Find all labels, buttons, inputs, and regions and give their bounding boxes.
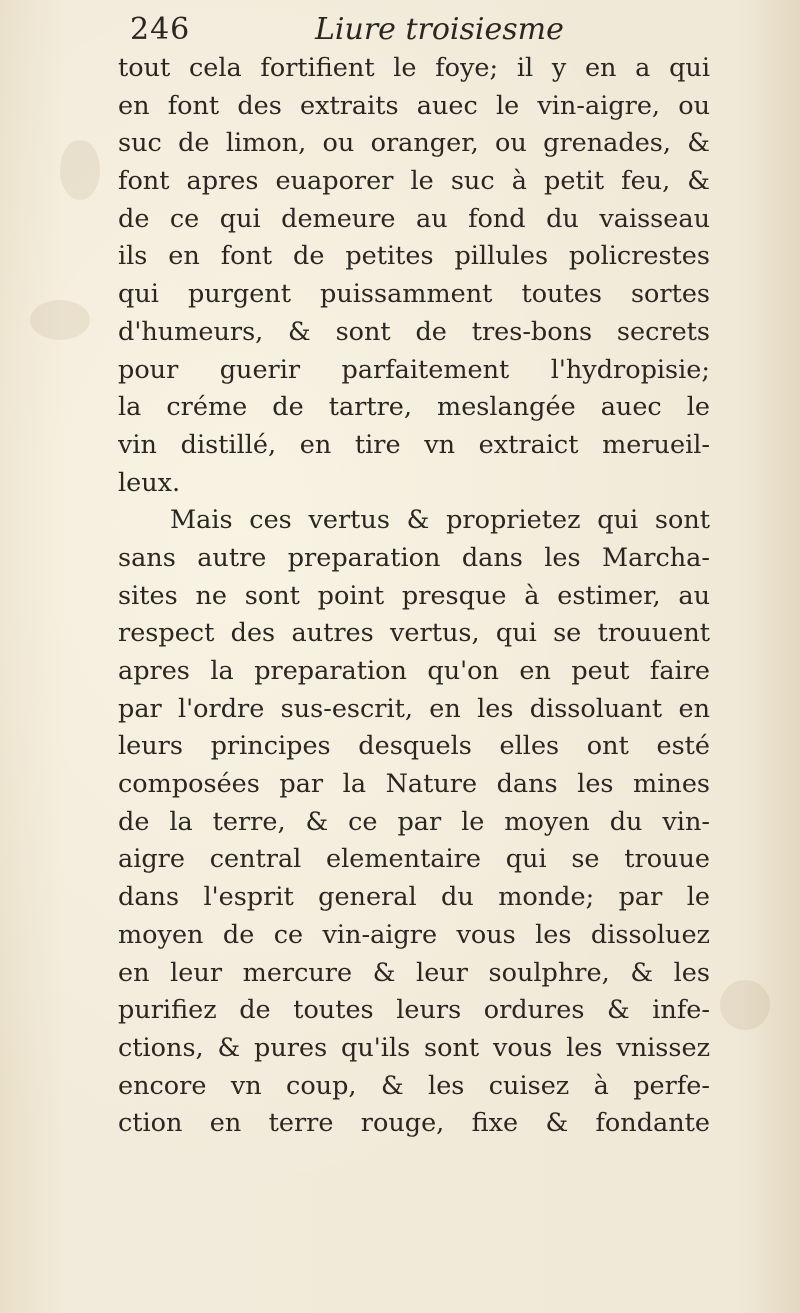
text-line: vin distillé, en tire vn extraict merueil- — [118, 429, 710, 460]
text-line: en font des extraits auec le vin-aigre, ou — [118, 90, 710, 121]
text-line: aigre central elementaire qui se trouue — [118, 844, 710, 875]
text-line: suc de limon, ou oranger, ou grenades, & — [118, 128, 710, 159]
text-line: tout cela fortifient le foye; il y en a qui — [118, 53, 710, 83]
text-line: font apres euaporer le suc à petit feu, & — [118, 166, 710, 197]
text-line: sans autre preparation dans les Marcha- — [118, 542, 710, 573]
text-line: pour guerir parfaitement l'hydropisie; — [118, 354, 710, 385]
text-line: sites ne sont point presque à estimer, au — [118, 580, 710, 611]
text-line: de ce qui demeure au fond du vaisseau — [118, 203, 710, 234]
text-line: d'humeurs, & sont de tres-bons secrets — [118, 316, 710, 347]
paper-stain — [60, 140, 100, 200]
text-line: ction en terre rouge, fixe & fondante — [118, 1108, 710, 1139]
text-line: composées par la Nature dans les mines — [118, 769, 710, 800]
paragraph-first-line: Mais ces vertus & proprietez qui sont — [170, 505, 710, 536]
text-line: dans l'esprit general du monde; par le — [118, 882, 710, 913]
text-line: encore vn coup, & les cuisez à perfe- — [118, 1070, 710, 1101]
text-line: de la terre, & ce par le moyen du vin- — [118, 806, 710, 837]
text-line: ctions, & pures qu'ils sont vous les vnissez — [118, 1032, 710, 1063]
page-number: 246 — [130, 12, 191, 47]
page-header — [130, 12, 770, 52]
text-line: leux. — [118, 467, 181, 498]
text-line: moyen de ce vin-aigre vous les dissoluez — [118, 919, 710, 950]
text-line: purifiez de toutes leurs ordures & infe- — [118, 995, 710, 1026]
body-text — [118, 50, 710, 1143]
text-line: respect des autres vertus, qui se trouuent — [118, 618, 710, 649]
text-line: en leur mercure & leur soulphre, & les — [118, 957, 710, 988]
running-head: Liure troisiesme — [315, 12, 564, 47]
paper-stain — [720, 980, 770, 1030]
text-line: leurs principes desquels elles ont esté — [118, 731, 710, 762]
text-line: qui purgent puissamment toutes sortes — [118, 279, 710, 310]
text-line: la créme de tartre, meslangée auec le — [118, 392, 710, 423]
paper-stain — [30, 300, 90, 340]
text-line: ils en font de petites pillules policrestes — [118, 241, 710, 272]
text-line: apres la preparation qu'on en peut faire — [118, 656, 710, 686]
text-line: par l'ordre sus-escrit, en les dissoluant en — [118, 693, 710, 724]
